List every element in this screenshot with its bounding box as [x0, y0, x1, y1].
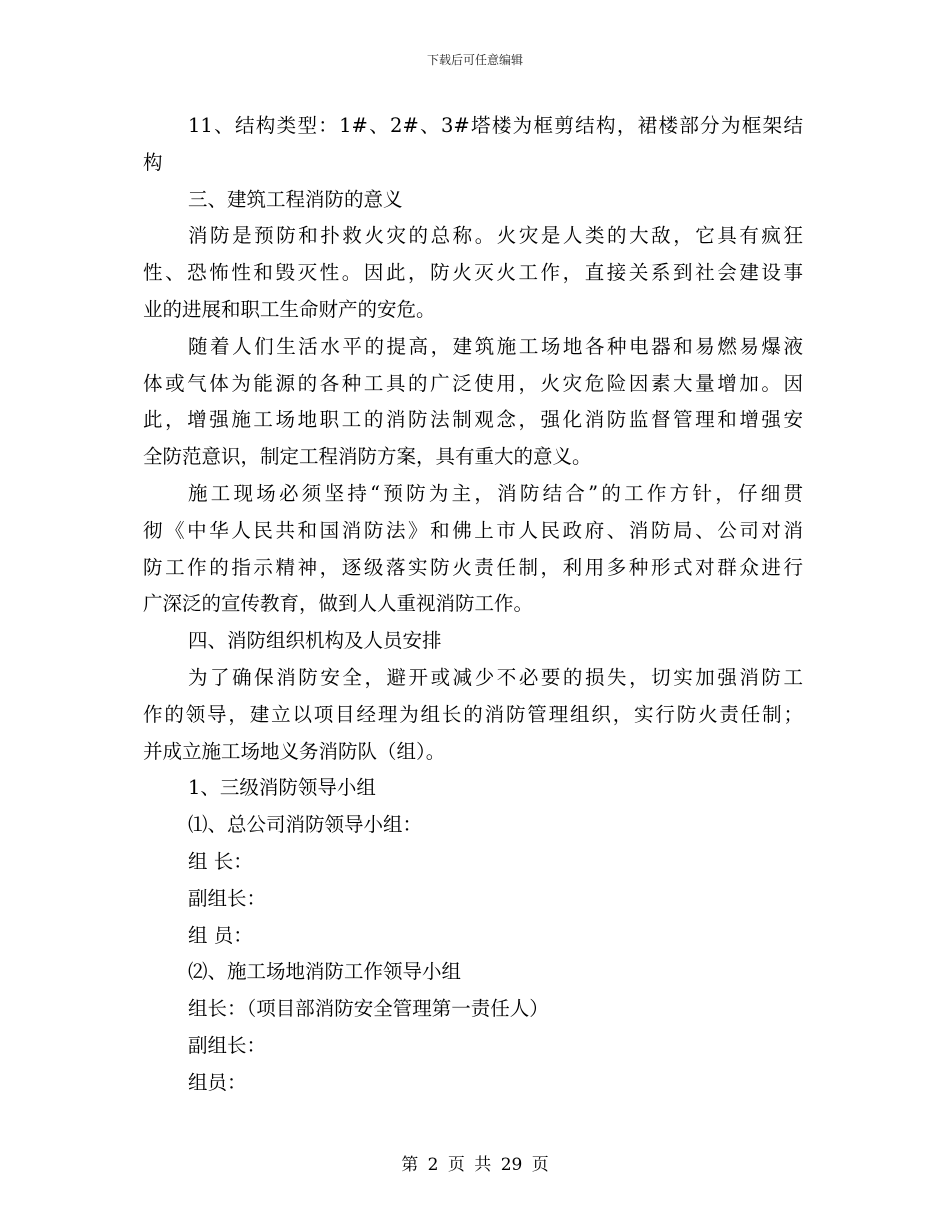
page-number-footer: 第 2 页 共 29 页 [401, 1155, 549, 1175]
text-line: 为了确保消防安全，避开或减少不必要的损失，切实加强消防工 [188, 665, 803, 689]
text-line: 四、消防组织机构及人员安排 [188, 629, 442, 653]
text-line: 体或气体为能源的各种工具的广泛使用，火灾危险因素大量增加。因 [143, 371, 803, 395]
text-line: 11、结构类型：1#、2#、3#塔楼为框剪结构，裙楼部分为框架结 [188, 114, 803, 137]
text-line: 作的领导，建立以项目经理为组长的消防管理组织，实行防火责任制； [143, 702, 803, 726]
text-line: 消防是预防和扑救火灾的总称。火灾是人类的大敌，它具有疯狂 [188, 224, 803, 248]
text-line: 组员： [188, 1070, 247, 1094]
text-line: 并成立施工场地义务消防队（组）。 [143, 739, 446, 763]
text-line: 性、恐怖性和毁灭性。因此，防火灭火工作，直接关系到社会建设事 [143, 261, 803, 285]
text-line: 广深泛的宣传教育，做到人人重视消防工作。 [143, 592, 534, 616]
text-line: 彻《中华人民共和国消防法》和佛上市人民政府、消防局、公司对消 [143, 518, 803, 542]
text-line: ⑵、施工场地消防工作领导小组 [188, 960, 462, 984]
text-line: 此，增强施工场地职工的消防法制观念，强化消防监督管理和增强安 [143, 408, 803, 432]
text-line: 业的进展和职工生命财产的安危。 [143, 297, 436, 321]
text-line: 1、三级消防领导小组 [188, 776, 376, 800]
text-line: 组 员： [188, 923, 253, 947]
text-line: 防工作的指示精神，逐级落实防火责任制，利用多种形式对群众进行 [143, 555, 803, 579]
text-line: 三、建筑工程消防的意义 [188, 187, 403, 211]
text-line: ⑴、总公司消防领导小组： [188, 813, 423, 837]
document-body [143, 108, 803, 1102]
text-line: 全防范意识，制定工程消防方案，具有重大的意义。 [143, 445, 592, 469]
text-line: 组 长： [188, 849, 253, 873]
text-line: 随着人们生活水平的提高，建筑施工场地各种电器和易燃易爆液 [188, 334, 803, 358]
text-line: 构 [143, 150, 163, 174]
text-line: 组长：（项目部消防安全管理第一责任人） [188, 997, 549, 1021]
text-line: 副组长： [188, 886, 267, 910]
text-line: 副组长： [188, 1033, 267, 1057]
text-line: 施工现场必须坚持“预防为主，消防结合”的工作方针，仔细贯 [188, 481, 803, 505]
page-header: 下载后可任意编辑 [426, 53, 523, 67]
